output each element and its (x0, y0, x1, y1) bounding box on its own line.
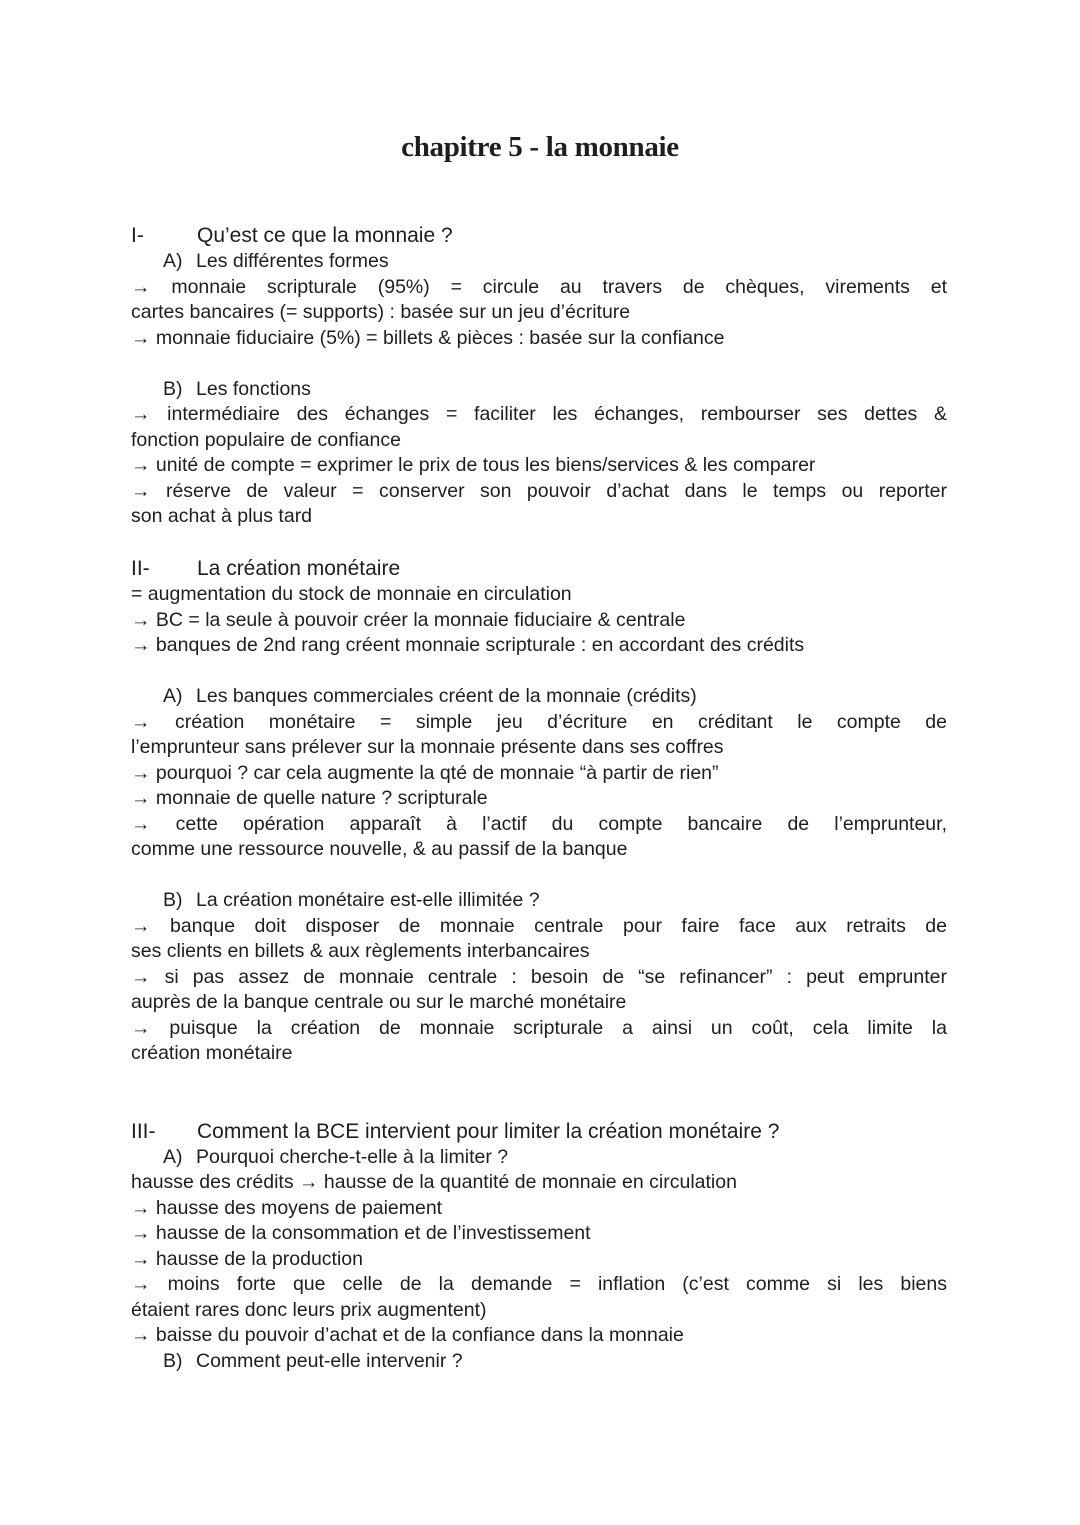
text-line: → si pas assez de monnaie centrale : besoin de “se refinancer” : peut emprunter (131, 965, 947, 988)
text-line: → puisque la création de monnaie scripturale a ainsi un coût, cela limite la (131, 1016, 947, 1039)
text-line: création monétaire (131, 1042, 293, 1064)
subsection-label: B) (163, 889, 183, 911)
spacer (131, 863, 947, 889)
subsection-heading (131, 1145, 947, 1171)
subsection-label: A) (163, 250, 183, 272)
text-line: → monnaie scripturale (95%) = circule au travers de chèques, virements et (131, 275, 947, 298)
text-line: → cette opération apparaît à l’actif du compte bancaire de l’emprunteur, (131, 812, 947, 835)
text-line: → hausse de la consommation et de l’investissement (131, 1222, 591, 1244)
text-line: → création monétaire = simple jeu d’écriture en créditant le compte de (131, 710, 947, 733)
text-line: cartes bancaires (= supports) : basée sur un jeu d’écriture (131, 301, 631, 323)
subsection-heading (131, 684, 947, 710)
text-line: ses clients en billets & aux règlements interbancaires (131, 940, 590, 962)
spacer (131, 530, 947, 556)
text-line: → hausse de la production (131, 1247, 363, 1270)
text-line: l’emprunteur sans prélever sur la monnaie présente dans ses coffres (131, 736, 724, 758)
text-line: étaient rares donc leurs prix augmentent) (131, 1298, 487, 1321)
text-line: = augmentation du stock de monnaie en circulation (131, 583, 572, 605)
spacer (131, 1092, 947, 1118)
section-heading (131, 1118, 947, 1145)
section-title: Comment la BCE intervient pour limiter la création monétaire ? (197, 1119, 780, 1143)
subsection-heading (131, 377, 947, 403)
section-number: III- (131, 1119, 156, 1143)
subsection-heading (131, 888, 947, 914)
subsection-label: B) (163, 1349, 183, 1372)
text-line: → BC = la seule à pouvoir créer la monnaie fiduciaire & centrale (131, 608, 686, 631)
subsection-heading (131, 1349, 947, 1375)
text-line: → pourquoi ? car cela augmente la qté de monnaie “à partir de rien” (131, 761, 719, 784)
text-line: hausse des crédits → hausse de la quantité de monnaie en circulation (131, 1171, 737, 1193)
subsection-title: La création monétaire est-elle illimitée ? (196, 889, 540, 911)
text-line: → banques de 2nd rang créent monnaie scripturale : en accordant des crédits (131, 634, 805, 656)
spacer (131, 659, 947, 685)
text-line: → baisse du pouvoir d’achat et de la confiance dans la monnaie (131, 1324, 684, 1346)
subsection-heading (131, 249, 947, 275)
subsection-title: Comment peut-elle intervenir ? (196, 1349, 463, 1372)
text-line: → moins forte que celle de la demande = inflation (c’est comme si les biens (131, 1273, 947, 1295)
document-body (131, 222, 947, 1374)
text-line: fonction populaire de confiance (131, 428, 401, 451)
subsection-label: B) (163, 377, 183, 400)
spacer (131, 1067, 947, 1093)
subsection-title: Les banques commerciales créent de la monnaie (crédits) (196, 685, 697, 707)
text-line: → banque doit disposer de monnaie centrale pour faire face aux retraits de (131, 914, 947, 937)
section-heading (131, 222, 947, 249)
subsection-label: A) (163, 1145, 183, 1168)
text-line: → monnaie de quelle nature ? scripturale (131, 787, 488, 809)
section-title: Qu’est ce que la monnaie ? (197, 224, 453, 247)
subsection-title: Les différentes formes (196, 250, 389, 272)
text-line: → hausse des moyens de paiement (131, 1196, 443, 1219)
text-line: auprès de la banque centrale ou sur le marché monétaire (131, 991, 627, 1013)
text-line: → intermédiaire des échanges = faciliter les échanges, rembourser ses dettes & (131, 403, 947, 425)
text-line: → réserve de valeur = conserver son pouvoir d’achat dans le temps ou reporter (131, 479, 947, 502)
section-title: La création monétaire (197, 557, 401, 580)
text-line: son achat à plus tard (131, 505, 313, 527)
section-heading (131, 555, 947, 582)
subsection-label: A) (163, 685, 183, 707)
text-line: → unité de compte = exprimer le prix de tous les biens/services & les comparer (131, 454, 816, 476)
subsection-title: Les fonctions (196, 377, 311, 400)
section-number: II- (131, 557, 150, 580)
spacer (131, 351, 947, 377)
subsection-title: Pourquoi cherche-t-elle à la limiter ? (196, 1145, 509, 1168)
section-number: I- (131, 224, 144, 247)
text-line: comme une ressource nouvelle, & au passif de la banque (131, 838, 628, 860)
text-line: → monnaie fiduciaire (5%) = billets & pièces : basée sur la confiance (131, 326, 725, 349)
page-title: chapitre 5 - la monnaie (401, 131, 679, 163)
